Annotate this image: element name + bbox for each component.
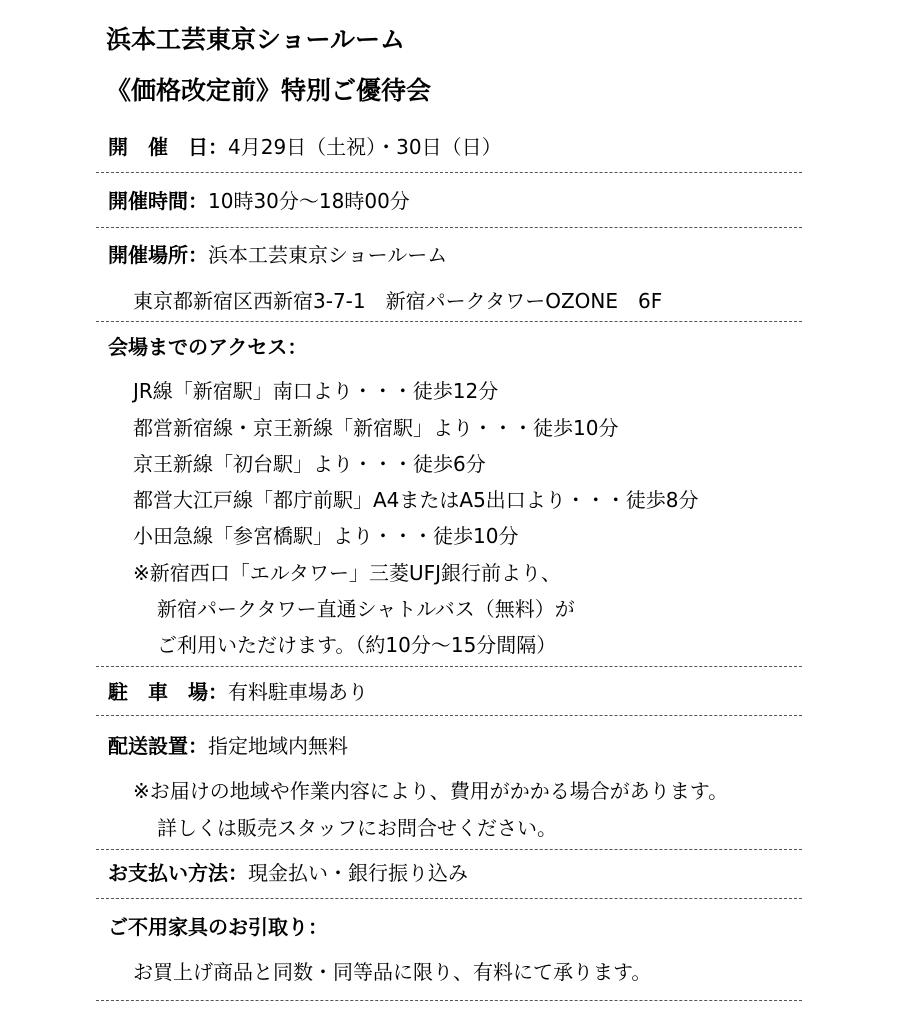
time-row [108,191,410,211]
venue-row [108,245,447,265]
venue-address: 東京都新宿区西新宿3-7-1 新宿パークタワーOZONE 6F [133,289,663,313]
parking-row [108,682,368,702]
divider [96,849,802,850]
access-note: 新宿パークタワー直通シャトルバス（無料）が [157,597,575,621]
access-line: 京王新線「初台駅」より・・・徒歩6分 [133,452,486,476]
date-row [108,137,502,157]
divider [96,666,802,667]
venue-label: 開催場所： [108,243,208,267]
access-line: 都営大江戸線「都庁前駅」A4またはA5出口より・・・徒歩8分 [133,488,699,512]
date-label: 開 催 日： [108,135,228,159]
delivery-value: 指定地域内無料 [208,734,348,758]
access-note: ※新宿西口「エルタワー」三菱UFJ銀行前より、 [133,561,561,585]
showroom-title: 浜本工芸東京ショールーム [106,25,406,54]
parking-value: 有料駐車場あり [228,680,368,704]
access-line: 都営新宿線・京王新線「新宿駅」より・・・徒歩10分 [133,416,619,440]
delivery-note: 詳しくは販売スタッフにお問合せください。 [157,816,557,840]
delivery-note: ※お届けの地域や作業内容により、費用がかかる場合があります。 [133,779,729,803]
parking-label: 駐 車 場： [108,680,228,704]
time-value: 10時30分～18時00分 [208,189,410,213]
divider [96,898,802,899]
access-line: JR線「新宿駅」南口より・・・徒歩12分 [133,379,499,403]
access-line: 小田急線「参宮橋駅」より・・・徒歩10分 [133,524,519,548]
divider [96,227,802,228]
divider [96,715,802,716]
pickup-row [108,917,328,937]
venue-value: 浜本工芸東京ショールーム [208,243,448,267]
delivery-row [108,736,348,756]
divider [96,172,802,173]
payment-row [108,863,468,883]
access-row [108,337,307,357]
pickup-value: お買上げ商品と同数・同等品に限り、有料にて承ります。 [133,960,652,984]
event-title: 《価格改定前》特別ご優待会 [106,76,432,105]
payment-label: お支払い方法： [108,861,248,885]
pickup-label: ご不用家具のお引取り： [108,915,328,939]
access-note: ご利用いただけます。（約10分～15分間隔） [157,633,557,657]
divider [96,1000,802,1001]
divider [96,321,802,322]
payment-value: 現金払い・銀行振り込み [248,861,468,885]
access-label: 会場までのアクセス： [108,335,308,359]
delivery-label: 配送設置： [108,734,208,758]
time-label: 開催時間： [108,189,208,213]
date-value: 4月29日（土祝）・30日（日） [228,135,502,159]
